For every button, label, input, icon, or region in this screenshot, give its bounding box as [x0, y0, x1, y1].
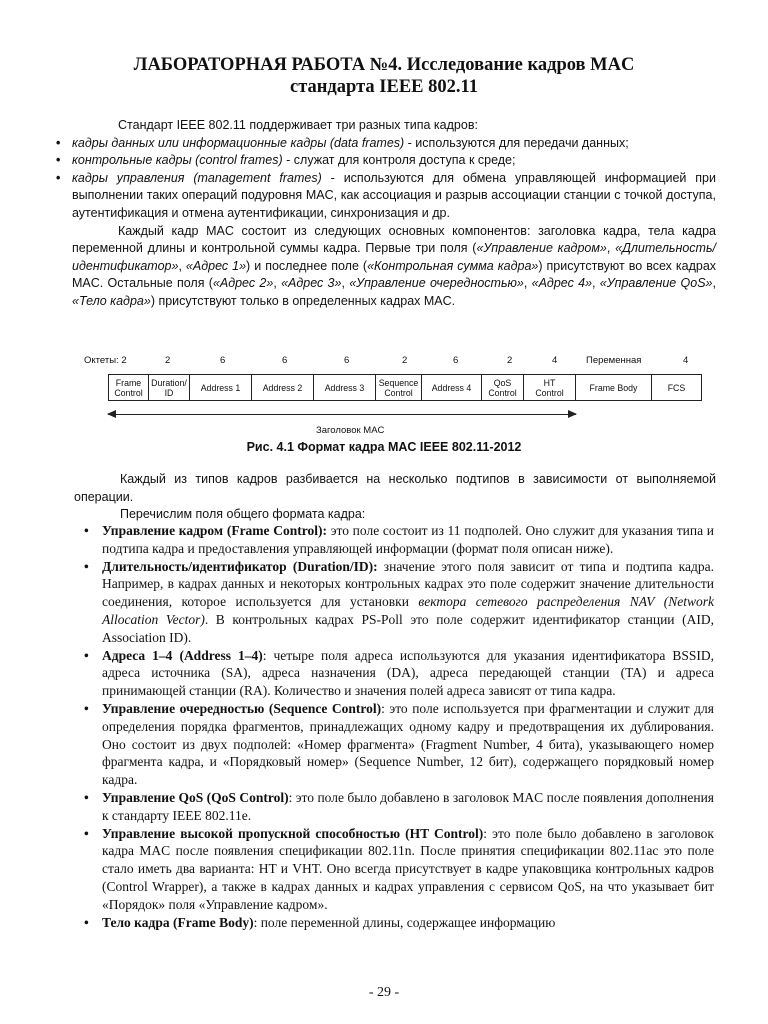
frame-type-desc: - используются для обмена управляющей информацией при выполнении таких операций подуровня MAC, как ассоциация и разрыв ассоциации станции с точкой доступа, аутентификация и отмена аутентификации, синхронизация и др. [72, 170, 716, 220]
field-address-1: Address 1 [190, 374, 252, 401]
text-run: , [606, 241, 616, 256]
octets-count: 4 [683, 355, 689, 366]
text-run: ) присутствуют только в определенных кадрах MAC. [150, 293, 456, 308]
field-desc-italic: вектора сетевого распределения NAV (Network Allocation Vector) [102, 594, 714, 627]
subtypes-paragraph: Каждый из типов кадров разбивается на несколько подтипов в зависимости от выполняемой операции. [74, 472, 716, 504]
field-sequence-control: Sequence Control [376, 374, 422, 401]
fields-intro: Перечислим поля общего формата кадра: [120, 507, 366, 522]
field-frame-body: Frame Body [576, 374, 652, 401]
field-term: Управление очередностью (Sequence Control) [102, 700, 382, 716]
field-fcs: FCS [652, 374, 702, 401]
field-desc: значение этого поля зависит от типа и подтипа кадра. Например, в кадрах данных и некоторых контрольных кадрах это поле содержит значение длительности соединения, которое используется для установки [102, 558, 714, 610]
mac-header-label: Заголовок MAC [316, 425, 385, 436]
list-item [52, 152, 716, 170]
list-item [52, 170, 716, 223]
text-run: Каждый кадр MAC состоит из следующих основных компонентов: заголовка кадра, тела кадра переменной длины и контрольной суммы кадра. Первые три поля ( [72, 223, 716, 256]
intro-section [72, 117, 716, 311]
field-frame-control: Frame Control [108, 374, 149, 401]
octets-count: 6 [344, 355, 350, 366]
list-item [80, 700, 714, 789]
list-item [80, 789, 714, 825]
field-desc: : четыре поля адреса используются для указания идентификатора BSSID, адреса источника (SA), адреса назначения (DA), адреса передающей станции (TA) и адреса принимающей станции (RA). Количество и значения полей адреса зависят от типа кадра. [102, 647, 714, 699]
field-name: «Управление QoS» [599, 276, 713, 291]
text-run: , [523, 276, 532, 291]
list-item [80, 558, 714, 647]
title-line-1: ЛАБОРАТОРНАЯ РАБОТА №4. Исследование кадров MAC [133, 55, 635, 75]
octets-count: Переменная [586, 355, 642, 366]
field-duration-id: Duration/ ID [149, 374, 190, 401]
field-term: Адреса 1–4 (Address 1–4) [102, 647, 263, 663]
field-name: «Управление кадром» [476, 241, 607, 256]
intro-lead: Стандарт IEEE 802.11 поддерживает три разных типа кадров: [118, 118, 478, 132]
field-qos-control: QoS Control [482, 374, 524, 401]
list-item [80, 914, 714, 932]
field-name: «Тело кадра» [72, 293, 151, 308]
field-desc: это поле состоит из 11 подполей. Оно служит для указания типа и подтипа кадра и предоставления управляющей информации (формат поля описан ниже). [102, 523, 714, 556]
text-run: ) присутствуют во всех кадрах MAC. Остальные поля ( [72, 258, 717, 291]
field-name: «Адрес 1» [185, 258, 247, 273]
frame-type-term: контрольные кадры (control frames) [72, 153, 283, 168]
text-run: , [341, 276, 350, 291]
field-term: Управление QoS (QoS Control) [102, 789, 289, 805]
octets-count: 2 [507, 355, 513, 366]
list-item [80, 647, 714, 700]
list-item [80, 825, 714, 914]
text-run: , [273, 276, 282, 291]
octets-count: 2 [402, 355, 408, 366]
text-run: ) и последнее поле ( [246, 258, 368, 273]
text-run: , [178, 258, 186, 273]
mac-frame-format-diagram [78, 352, 718, 442]
octets-label: Октеты: 2 [84, 355, 127, 366]
frame-type-desc: - используются для передачи данных; [404, 135, 629, 150]
page-title [60, 54, 708, 98]
octets-count: 2 [165, 355, 171, 366]
figure-caption: Рис. 4.1 Формат кадра MAC IEEE 802.11-2012 [246, 440, 522, 454]
field-desc: : это поле было добавлено в заголовок кадра MAC после появления спецификации 802.11n. После принятия спецификации 802.11ac это поле стало иметь два варианта: HT и VHT. Оно всегда присутствует в кадре упаковщика контрольных кадров (Control Wrapper), а также в кадрах данных и кадрах управления с сервисом QoS, на что указывает бит «Порядок» поля «Управление кадром». [102, 825, 714, 912]
field-address-2: Address 2 [252, 374, 314, 401]
field-desc: : это поле используется при фрагментации и служит для определения порядка фрагментов, принадлежащих одному кадру и предотвращения их дублирования. Оно состоит из двух подполей: «Номер фрагмента» (Fragment Number, 4 бита), указывающего номер фрагмента кадра, и «Порядковый номер» (Sequence Number, 12 бит), содержащего порядковый номер кадра. [102, 700, 714, 788]
text-run: , [592, 276, 600, 291]
title-line-2: стандарта IEEE 802.11 [290, 77, 478, 97]
mac-components-paragraph [72, 223, 716, 311]
field-term: Длительность/идентификатор (Duration/ID): [102, 558, 378, 574]
octets-count: 6 [220, 355, 226, 366]
octets-count: 4 [552, 355, 558, 366]
frame-fields-list [80, 522, 714, 931]
field-name: «Управление очередностью» [349, 276, 524, 291]
octets-count: 6 [453, 355, 459, 366]
subtypes-section [74, 471, 716, 524]
field-desc: : поле переменной длины, содержащее информацию [253, 914, 556, 930]
field-name: «Длительность/идентификатор» [72, 241, 716, 273]
list-item [52, 135, 716, 153]
field-desc: . В контрольных кадрах PS-Poll это поле содержит идентификатор станции (AID, Association ID). [102, 611, 714, 645]
field-address-4: Address 4 [422, 374, 482, 401]
field-term: Тело кадра (Frame Body) [102, 914, 254, 930]
octets-count: 6 [282, 355, 288, 366]
field-desc: : это поле было добавлено в заголовок MAC после появления дополнения к стандарту IEEE 802.11e. [102, 789, 714, 823]
field-address-3: Address 3 [314, 374, 376, 401]
text-run: , [712, 276, 716, 291]
page-number: - 29 - [368, 985, 400, 1000]
field-term: Управление кадром (Frame Control): [102, 523, 327, 538]
field-name: «Адрес 2» [212, 276, 274, 291]
frame-type-desc: - служат для контроля доступа к среде; [282, 153, 516, 168]
field-name: «Адрес 3» [281, 276, 342, 291]
field-name: «Адрес 4» [531, 276, 593, 291]
field-ht-control: HT Control [524, 374, 576, 401]
mac-header-arrow [108, 414, 576, 415]
frame-types-list [72, 135, 716, 223]
frame-type-term: кадры управления (management frames) [72, 170, 322, 185]
field-name: «Контрольная сумма кадра» [367, 258, 539, 273]
frame-type-term: кадры данных или информационные кадры (data frames) [72, 135, 405, 150]
field-term: Управление высокой пропускной способностью (HT Control) [102, 825, 484, 841]
list-item [80, 522, 714, 558]
